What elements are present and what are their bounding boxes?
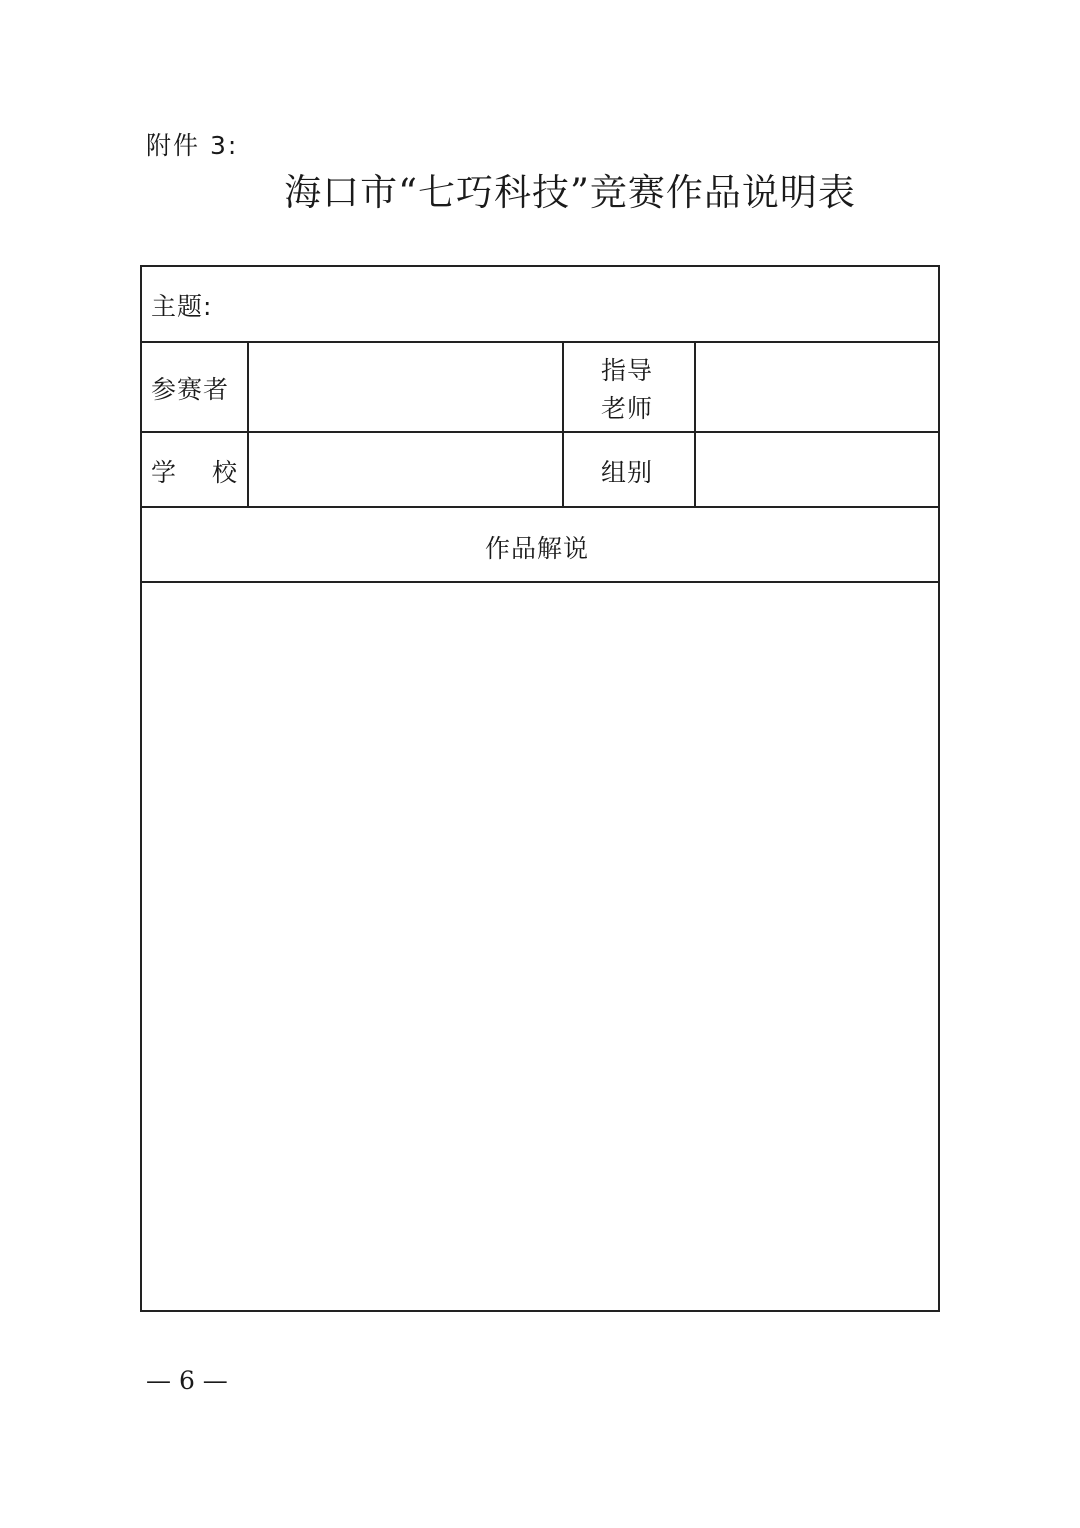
row-divider	[142, 341, 938, 343]
page-title: 海口市“七巧科技”竞赛作品说明表	[284, 171, 856, 214]
theme-label: 主题:	[151, 292, 213, 321]
attachment-label: 附件 3:	[146, 131, 239, 160]
theme-field[interactable]	[232, 271, 932, 337]
teacher-field[interactable]	[698, 345, 936, 429]
description-field[interactable]	[146, 585, 936, 1307]
entry-form-table	[140, 265, 940, 1312]
page-number: — 6 —	[146, 1366, 228, 1395]
group-label: 组别	[601, 458, 654, 487]
row-divider	[142, 431, 938, 433]
teacher-label-line1: 指导	[601, 356, 654, 385]
row-divider	[142, 506, 938, 508]
teacher-label-line2: 老师	[601, 394, 654, 423]
description-heading: 作品解说	[485, 534, 590, 563]
column-divider	[694, 341, 696, 506]
column-divider	[562, 341, 564, 506]
school-label: 学 校	[151, 458, 238, 487]
participant-field[interactable]	[251, 345, 559, 429]
group-field[interactable]	[698, 435, 936, 504]
row-divider	[142, 581, 938, 583]
participant-label: 参赛者	[151, 375, 230, 404]
school-field[interactable]	[251, 435, 559, 504]
column-divider	[247, 341, 249, 506]
